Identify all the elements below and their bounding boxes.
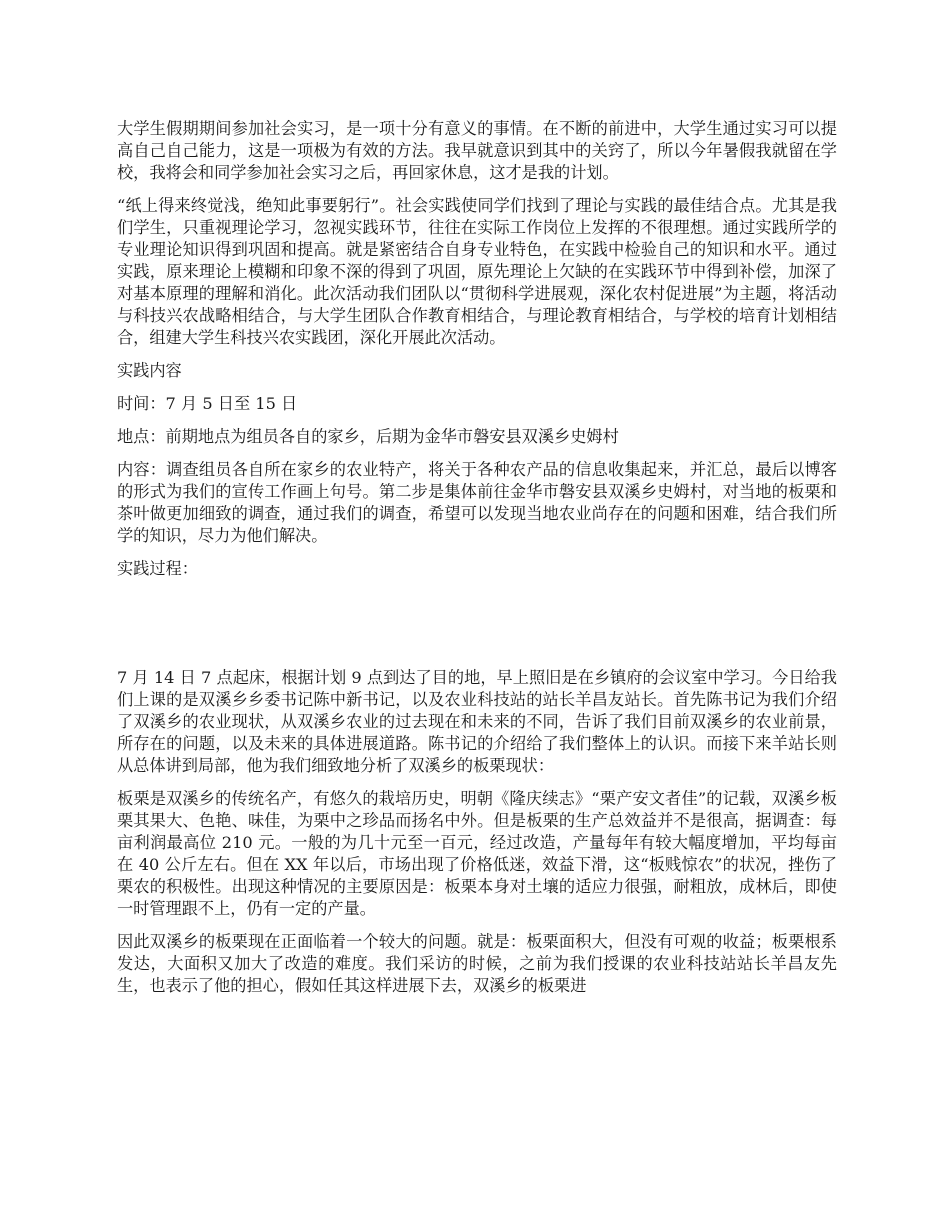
paragraph-practice-meaning: “纸上得来终觉浅，绝知此事要躬行”。社会实践使同学们找到了理论与实践的最佳结合点。尤其是我们学生，只重视理论学习，忽视实践环节，往往在实际工作岗位上发挥的不很理想。通过实践所学的专业理论知识得到巩固和提高。就是紧密结合自身专业特色，在实践中检验自己的知识和水平。通过实践，原来理论上模糊和印象不深的得到了巩固，原先理论上欠缺的在实践环节中得到补偿，加深了对基本原理的理解和消化。此次活动我们团队以“贯彻科学进展观，深化农村促进展”为主题，将活动与科技兴农战略相结合，与大学生团队合作教育相结合，与理论教育相结合，与学校的培育计划相结合，组建大学生科技兴农实践团，深化开展此次活动。: [117, 196, 837, 347]
paragraph-location: 地点：前期地点为组员各自的家乡，后期为金华市磐安县双溪乡史姆村: [117, 427, 619, 446]
paragraph-intro: 大学生假期期间参加社会实习，是一项十分有意义的事情。在不断的前进中，大学生通过实习可以提高自己自己能力，这是一项极为有效的方法。我早就意识到其中的关窍了，所以今年暑假我就留在学校，我将会和同学参加社会实习之后，再回家休息，这才是我的计划。: [117, 119, 837, 182]
paragraph-chestnut-history: 板栗是双溪乡的传统名产，有悠久的栽培历史，明朝《隆庆续志》“栗产安文者佳”的记载，双溪乡板栗其果大、色艳、味佳，为栗中之珍品而扬名中外。但是板栗的生产总效益并不是很高，据调查：每亩利润最高位 210 元。一般的为几十元至一百元，经过改造，产量每年有较大幅度增加，平均每亩在 40 公斤左右。但在 XX 年以后，市场出现了价格低迷，效益下滑，这“板贱惊农”的状况，挫伤了栗农的积极性。出现这种情况的主要原因是：板栗本身对土壤的适应力很强，耐粗放，成林后，即使一时管理跟不上，仍有一定的产量。: [117, 789, 837, 918]
paragraph-july-14: 7 月 14 日 7 点起床，根据计划 9 点到达了目的地，早上照旧是在乡镇府的会议室中学习。今日给我们上课的是双溪乡乡委书记陈中新书记，以及农业科技站的站长羊昌友站长。首先陈书记为我们介绍了双溪乡的农业现状，从双溪乡农业的过去现在和未来的不同，告诉了我们目前双溪乡的农业前景，所存在的问题，以及未来的具体进展道路。陈书记的介绍给了我们整体上的认识。而接下来羊站长则从总体讲到局部，他为我们细致地分析了双溪乡的板栗现状：: [117, 668, 837, 775]
paragraph-time: 时间：7 月 5 日至 15 日: [117, 394, 298, 413]
document-page: [117, 118, 837, 1008]
paragraph-content: 内容：调查组员各自所在家乡的农业特产，将关于各种农产品的信息收集起来，并汇总，最后以博客的形式为我们的宣传工作画上句号。第二步是集体前往金华市磐安县双溪乡史姆村，对当地的板栗和茶叶做更加细致的调查，通过我们的调查，希望可以发现当地农业尚存在的问题和困难，结合我们所学的知识，尽力为他们解决。: [117, 460, 837, 545]
section-heading-practice-content: 实践内容: [117, 361, 182, 380]
section-heading-practice-process: 实践过程：: [117, 559, 198, 578]
blank-spacer: [117, 591, 837, 667]
paragraph-chestnut-problem: 因此双溪乡的板栗现在正面临着一个较大的问题。就是：板栗面积大，但没有可观的收益；板栗根系发达，大面积又加大了改造的难度。我们采访的时候，之前为我们授课的农业科技站站长羊昌友先生，也表示了他的担心，假如任其这样进展下去，双溪乡的板栗进: [117, 932, 837, 995]
